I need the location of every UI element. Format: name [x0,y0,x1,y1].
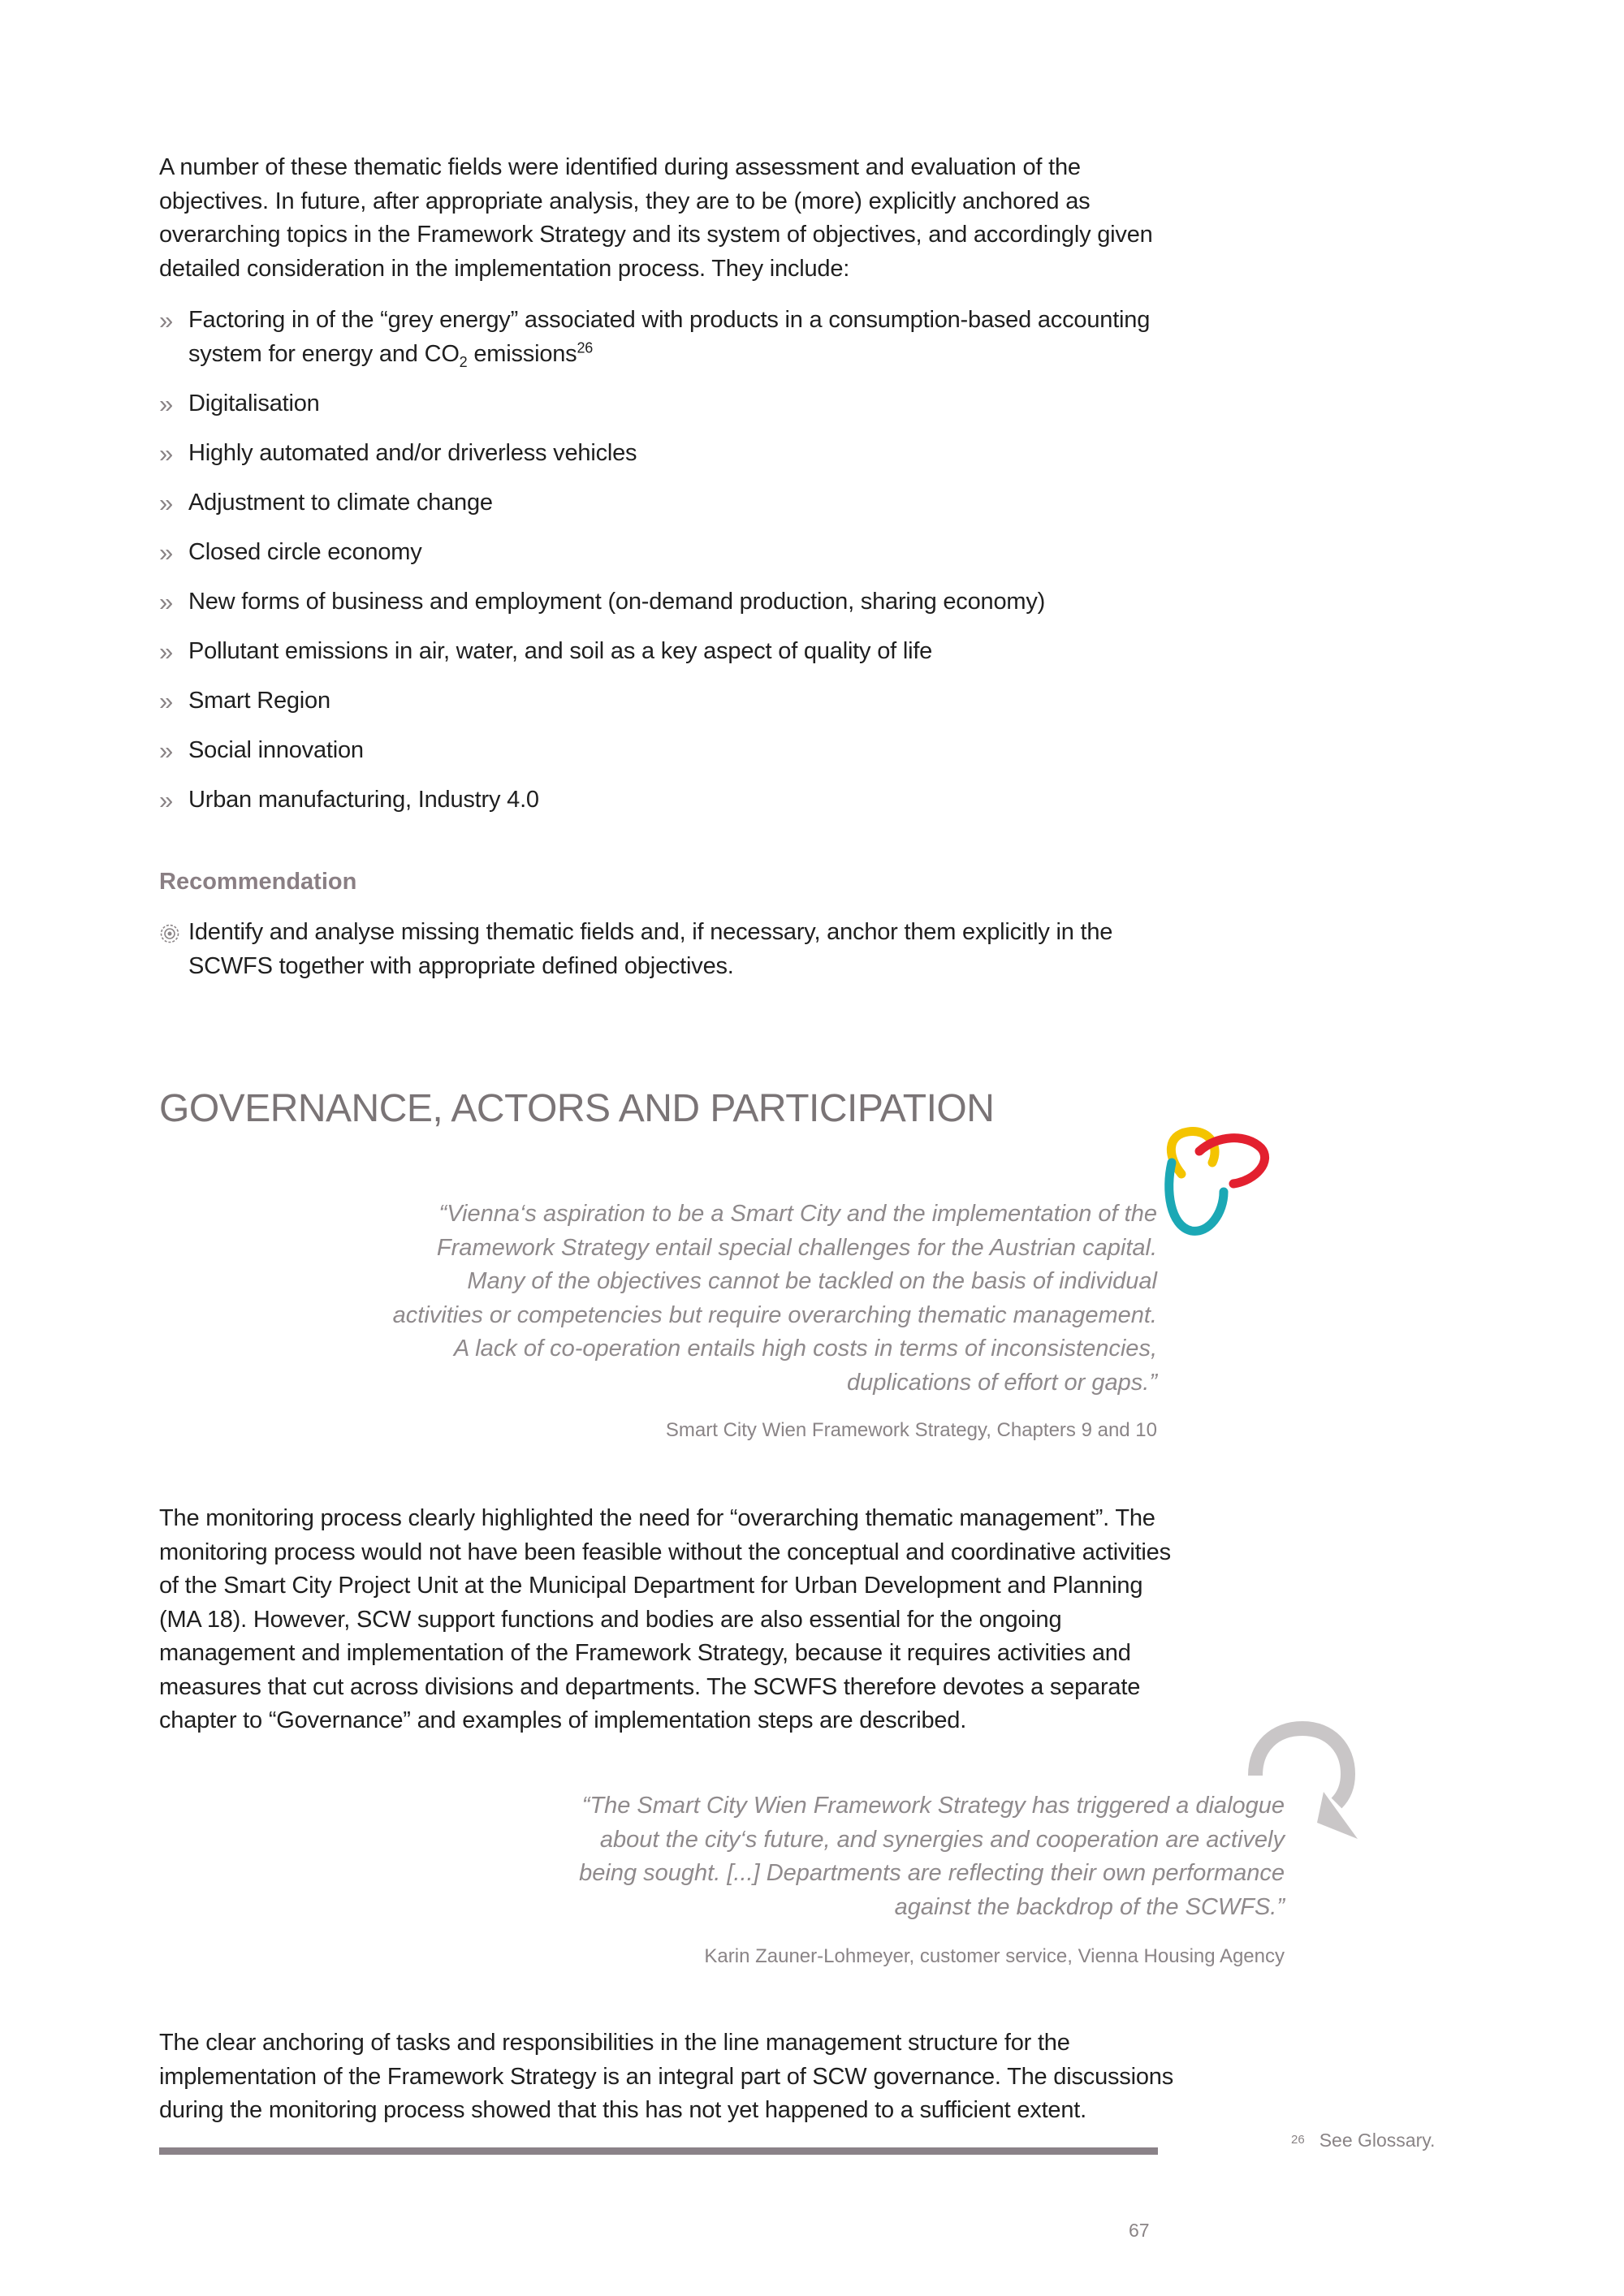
list-item [159,304,1182,371]
bullet-marker: » [159,537,174,567]
thematic-fields-list [159,304,1182,817]
bullet-marker: » [159,736,174,765]
smart-city-logo-icon [1149,1124,1279,1245]
anchoring-paragraph: The clear anchoring of tasks and responsibilities in the line management structure for the implementation of the Framework Strategy is an integral part of SCW governance. The discussions during the monitoring process showed that this has not yet happened to a sufficient extent. [159,2030,1173,2123]
divider-rule [159,2147,1158,2155]
list-item [159,585,1182,619]
list-item-text: Digitalisation [188,390,320,416]
quote-text: “Vienna‘s aspiration to be a Smart City and the implementation of the Framework Strategy entail special challenges for the Austrian capital. Many of the objectives cannot be tackled on the basis of individual activities or competencies but require overarching thematic management. A lack of co-operation entails high costs in terms of inconsistencies, duplications of effort or gaps.” [392,1201,1157,1396]
list-item-text: Pollutant emissions in air, water, and soil as a key aspect of quality of life [188,637,933,664]
list-item [159,635,1182,669]
bullet-marker: » [159,785,174,814]
list-item [159,684,1182,719]
intro-paragraph: A number of these thematic fields were identified during assessment and evaluation of the objectives. In future, after appropriate analysis, they are to be (more) explicitly anchored as overarching topics in the Framework Strategy and its system of objectives, and accordingly given detailed consideration in the implementation process. They include: [159,154,1153,282]
bullet-marker: » [159,306,174,334]
list-item-text: Closed circle economy [188,538,422,565]
list-item-text: Social innovation [188,736,364,763]
subscript: 2 [459,353,468,370]
list-item-text: New forms of business and employment (on-demand production, sharing economy) [188,588,1046,615]
footnote-reference[interactable]: 26 [577,339,594,356]
recommendation-item [159,916,1163,983]
bullet-marker: » [159,488,174,517]
list-item-text: Adjustment to climate change [188,489,493,516]
bullet-marker: » [159,438,174,468]
list-item [159,734,1182,768]
list-item [159,486,1182,520]
list-item-text: Factoring in of the “grey energy” associated with products in a consumption-based accounting system for energy and CO [188,307,1151,367]
monitoring-paragraph: The monitoring process clearly highlighted the need for “overarching thematic management”. The monitoring process would not have been feasible without the conceptual and coordinative activities of the Smart City Project Unit at the Municipal Department for Urban Development and Planning (MA 18). However, SCW support functions and bodies are also essential for the ongoing management and implementation of the Framework Strategy, because it requires activities and measures that cut across divisions and departments. The SCWFS therefore devotes a separate chapter to “Governance” and examples of implementation steps are described. [159,1505,1171,1733]
footnote-text: See Glossary. [1319,2130,1436,2151]
list-item [159,387,1182,421]
list-item-text: Highly automated and/or driverless vehicles [188,439,637,466]
quote-source: Karin Zauner-Lohmeyer, customer service, Vienna Housing Agency [704,1945,1285,1967]
footnote [1291,2130,1435,2151]
quote-text: “The Smart City Wien Framework Strategy has triggered a dialogue about the city‘s future, and synergies and cooperation are actively being sought. [...] Departments are reflecting their own performance against the backdrop of the SCWFS.” [579,1793,1285,1920]
bullet-marker: » [159,587,174,616]
recommendation-text: Identify and analyse missing thematic fields and, if necessary, anchor them explicitly in the SCWFS together with appropriate defined objectives. [188,919,1113,979]
list-item-text: Smart Region [188,687,330,714]
section-heading: GOVERNANCE, ACTORS AND PARTICIPATION [159,1087,995,1130]
quote-source: Smart City Wien Framework Strategy, Chapters 9 and 10 [665,1419,1157,1441]
list-item [159,783,1182,818]
gear-icon [159,923,180,944]
bullet-marker: » [159,637,174,666]
bullet-marker: » [159,686,174,715]
recommendation-heading: Recommendation [159,869,357,895]
bullet-marker: » [159,389,174,418]
list-item [159,437,1182,471]
list-item-text: Urban manufacturing, Industry 4.0 [188,786,539,813]
list-item [159,536,1182,570]
page-number: 67 [1129,2220,1150,2241]
footnote-number: 26 [1291,2133,1305,2147]
list-item-text: emissions [467,340,577,367]
